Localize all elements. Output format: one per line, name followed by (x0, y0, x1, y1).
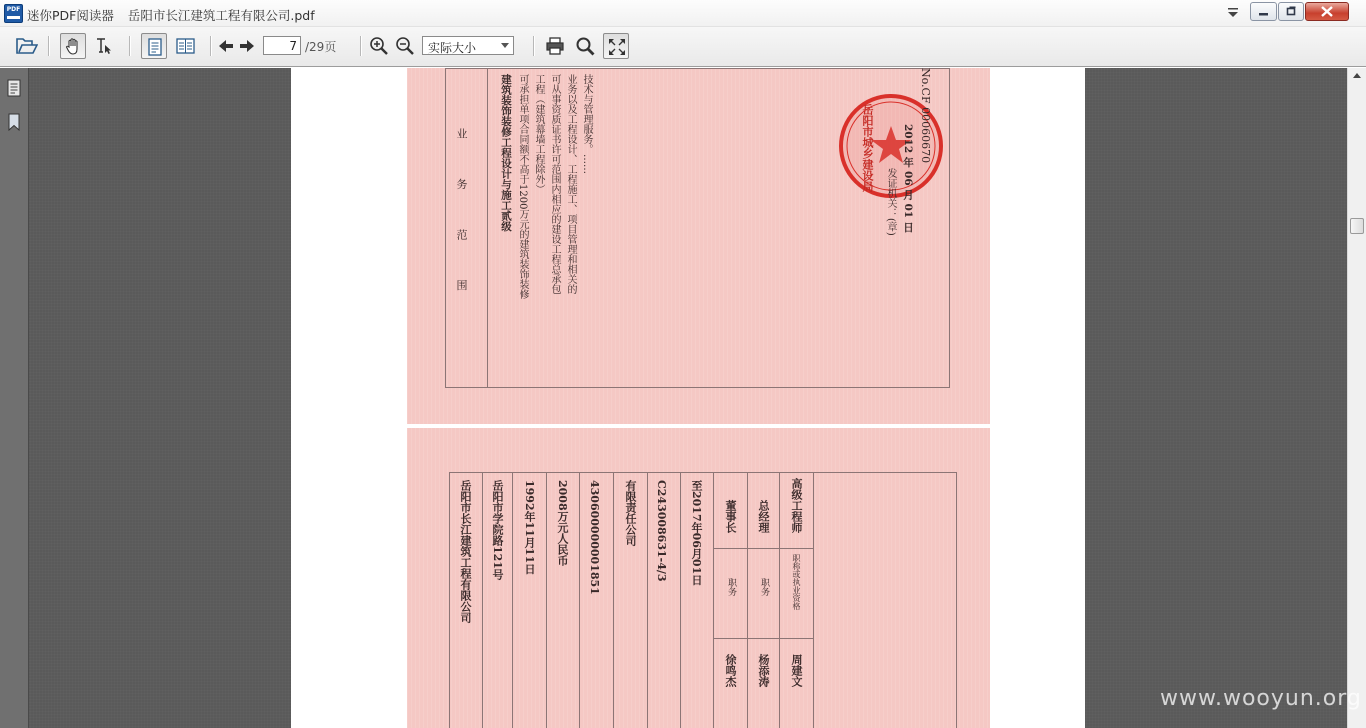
page-thumbnail-icon[interactable] (6, 79, 23, 97)
vertical-scrollbar[interactable] (1347, 68, 1366, 728)
minimize-button[interactable] (1250, 2, 1277, 21)
scope-line-2: 可承担单项合同额不高于1200万元的建筑装饰装修 (517, 74, 528, 300)
toolbar-separator (129, 36, 130, 56)
title-bar (0, 0, 1366, 27)
open-icon[interactable] (13, 33, 39, 59)
side-panel (0, 68, 29, 728)
person-title: 高级工程师 (790, 478, 803, 533)
zoom-in-icon[interactable] (366, 33, 392, 59)
document-file-name: 岳阳市长江建筑工程有限公司.pdf (127, 8, 315, 23)
toolbar-separator (360, 36, 361, 56)
zoom-level-value: 实际大小 (428, 41, 477, 55)
certificate-info-side (407, 428, 990, 728)
person-duty-label: 职称或执业资格 (792, 554, 801, 610)
table-col-line (613, 472, 614, 728)
seal-text: 岳阳市城乡建设局 (861, 104, 874, 192)
scope-line-5: 业务以及工程设计、工程施工、项目管理和相关的 (565, 74, 576, 294)
scope-header: 业 务 范 围 (455, 128, 468, 309)
person-title: 董事长 (724, 500, 737, 533)
certificate-serial-number: No.CF 00060670 (919, 68, 932, 164)
table-col-line (647, 472, 648, 728)
person-name: 杨添涛 (757, 654, 770, 687)
company-type-value: 有限责任公司 (624, 480, 637, 546)
app-icon-label: PDF (6, 6, 21, 13)
total-pages-label: /29页 (305, 40, 337, 54)
restore-button[interactable] (1278, 2, 1304, 21)
scope-frame-top (445, 68, 950, 69)
document-area (0, 68, 1366, 728)
print-icon[interactable] (542, 33, 568, 59)
table-row-line (713, 638, 813, 639)
window-menu-dropdown-icon[interactable] (1226, 6, 1240, 20)
person-name: 徐鸣杰 (724, 654, 737, 687)
certificate-number-value: C243008631-4/3 (655, 480, 668, 582)
company-address-value: 岳阳市学院路121号 (491, 480, 504, 580)
toolbar-separator (533, 36, 534, 56)
person-duty-label: 职务 (759, 578, 769, 596)
pdf-page (291, 68, 1085, 728)
bookmark-icon[interactable] (6, 113, 23, 131)
scope-line-1: 建筑装饰装修工程设计与施工贰级 (500, 74, 512, 232)
person-duty-label: 职务 (726, 578, 736, 596)
fullscreen-icon[interactable] (603, 33, 629, 59)
zoom-level-select[interactable] (422, 36, 514, 55)
chevron-down-icon (501, 43, 509, 48)
toolbar-separator (48, 36, 49, 56)
registered-capital-value: 2008万元人民币 (556, 480, 569, 566)
text-select-icon[interactable] (91, 33, 117, 59)
table-col-line (713, 472, 714, 728)
scope-line-3: 工程（建筑幕墙工程除外） (533, 74, 544, 194)
table-col-line (747, 472, 748, 728)
table-col-line (482, 472, 483, 728)
scope-header-divider (487, 68, 488, 388)
toolbar-separator (210, 36, 211, 56)
zoom-out-icon[interactable] (392, 33, 418, 59)
table-col-line (779, 472, 780, 728)
close-button[interactable] (1305, 2, 1349, 21)
toolbar (0, 27, 1366, 67)
table-row-line (713, 548, 813, 549)
page-number-input[interactable] (263, 36, 301, 55)
watermark-text: www.wooyun.org (1160, 686, 1362, 711)
validity-value: 至2017年06月01日 (690, 480, 703, 586)
company-name-value: 岳阳市长江建筑工程有限公司 (459, 480, 472, 623)
find-icon[interactable] (572, 33, 598, 59)
table-col-line (813, 472, 814, 728)
page-viewport[interactable] (29, 68, 1347, 728)
establishment-date-value: 1992年11月11日 (523, 480, 536, 575)
person-name: 周建文 (790, 654, 803, 687)
hand-tool-icon[interactable] (60, 33, 86, 59)
window-title (27, 6, 315, 24)
two-page-icon[interactable] (172, 33, 198, 59)
table-col-line (546, 472, 547, 728)
single-page-icon[interactable] (141, 33, 167, 59)
issue-date: 2012 年 06 月 01 日 (902, 124, 914, 233)
table-col-line (579, 472, 580, 728)
table-col-line (680, 472, 681, 728)
table-col-line (512, 472, 513, 728)
scrollbar-thumb[interactable] (1350, 218, 1364, 234)
next-page-icon[interactable] (234, 33, 260, 59)
person-title: 总经理 (757, 500, 770, 533)
issuing-authority: 发证机关：(章) (885, 168, 896, 236)
scroll-up-icon[interactable] (1353, 73, 1361, 78)
certificate-scope-side (407, 68, 990, 424)
scope-line-6: 技术与管理服务。…… (581, 74, 592, 174)
app-name: 迷你PDF阅读器 (27, 8, 114, 23)
app-pdf-icon (4, 4, 23, 23)
registration-number-value: 430600000001851 (588, 480, 601, 595)
scope-line-4: 可从事资质证书许可范围内相应的建设工程总承包 (549, 74, 560, 294)
